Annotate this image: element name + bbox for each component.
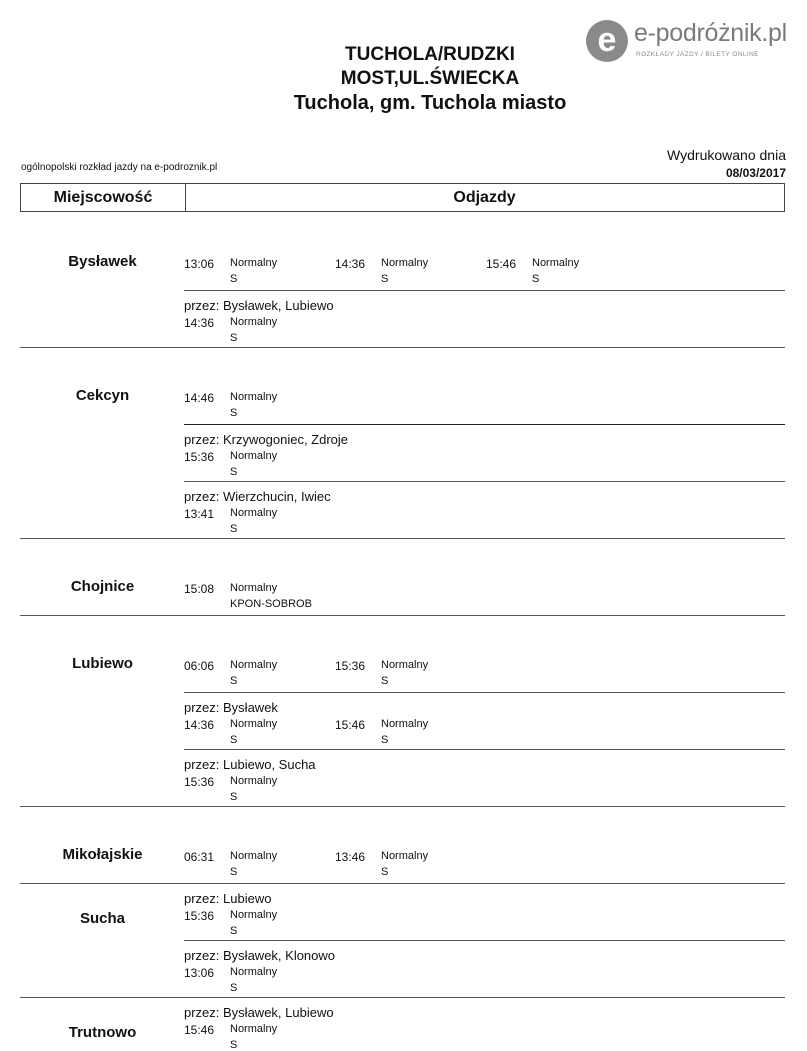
departure-type: Normalny: [381, 659, 429, 671]
city-name: Sucha: [79, 910, 125, 927]
departure-code: S: [230, 675, 238, 687]
logo-mark: e: [597, 21, 617, 59]
departure-code: S: [230, 982, 238, 994]
departure-code: S: [381, 734, 389, 746]
departure-type: Normalny: [230, 718, 278, 730]
departure-time: 13:41: [184, 507, 215, 521]
departure-time: 15:36: [184, 775, 215, 789]
departure-time: 14:36: [184, 718, 215, 732]
departure-time: 13:46: [335, 850, 366, 864]
departure-code: S: [532, 273, 540, 285]
logo-tagline: ROZKŁADY JAZDY / BILETY ONLINE: [636, 51, 759, 58]
stop-location: Tuchola, gm. Tuchola miasto: [293, 92, 567, 114]
departure-time: 13:06: [184, 257, 215, 271]
city-divider: [20, 615, 785, 616]
departure-code: S: [230, 925, 238, 937]
city-name: Mikołajskie: [62, 846, 143, 863]
column-header-departures: Odjazdy: [453, 189, 516, 206]
departure-type: Normalny: [230, 507, 278, 519]
departure-code: KPON-SOBROB: [230, 598, 312, 610]
group-divider: [184, 940, 785, 941]
logo-text: e-podróżnik.pl: [634, 19, 787, 47]
departure-type: Normalny: [381, 718, 429, 730]
stop-name-line1: TUCHOLA/RUDZKI: [345, 44, 515, 65]
via-route: przez: Lubiewo: [184, 891, 272, 906]
via-route: przez: Bysławek, Klonowo: [184, 948, 336, 963]
departure-type: Normalny: [230, 391, 278, 403]
city-name: Chojnice: [70, 578, 135, 595]
departure-type: Normalny: [230, 257, 278, 269]
via-route: przez: Lubiewo, Sucha: [184, 757, 316, 772]
departure-code: S: [230, 866, 238, 878]
city-divider: [20, 997, 785, 998]
column-header-place: Miejscowość: [21, 184, 186, 211]
departure-time: 14:36: [335, 257, 366, 271]
city-name: Trutnowo: [68, 1024, 137, 1041]
departure-time: 14:46: [184, 391, 215, 405]
departure-code: S: [230, 273, 238, 285]
departure-code: S: [230, 1039, 238, 1051]
departure-time: 15:36: [335, 659, 366, 673]
via-route: przez: Bysławek, Lubiewo: [184, 1005, 334, 1020]
departure-type: Normalny: [230, 775, 278, 787]
departure-time: 15:08: [184, 582, 215, 596]
departure-code: S: [230, 791, 238, 803]
departure-type: Normalny: [230, 316, 278, 328]
via-route: przez: Bysławek, Lubiewo: [184, 298, 334, 313]
stop-name-line2: MOST,UL.ŚWIECKA: [340, 68, 520, 89]
departure-time: 13:06: [184, 966, 215, 980]
printed-date: 08/03/2017: [725, 166, 786, 180]
city-divider: [20, 883, 785, 884]
departure-code: S: [230, 407, 238, 419]
departure-type: Normalny: [381, 257, 429, 269]
departure-type: Normalny: [532, 257, 580, 269]
group-divider: [184, 290, 785, 291]
departure-code: S: [230, 332, 238, 344]
departure-type: Normalny: [230, 659, 278, 671]
departure-type: Normalny: [230, 450, 278, 462]
departure-type: Normalny: [230, 1023, 278, 1035]
departure-code: S: [381, 866, 389, 878]
city-name: Lubiewo: [72, 655, 133, 672]
departure-type: Normalny: [381, 850, 429, 862]
departure-time: 15:46: [335, 718, 366, 732]
city-divider: [20, 347, 785, 348]
departure-code: S: [230, 523, 238, 535]
via-route: przez: Bysławek: [184, 700, 278, 715]
city-name: Cekcyn: [75, 387, 130, 404]
city-divider: [20, 806, 785, 807]
departure-type: Normalny: [230, 850, 278, 862]
group-divider: [184, 749, 785, 750]
departure-time: 06:31: [184, 850, 215, 864]
departure-time: 15:36: [184, 909, 215, 923]
departure-type: Normalny: [230, 909, 278, 921]
via-route: przez: Krzywogoniec, Zdroje: [184, 432, 349, 447]
city-divider: [20, 538, 785, 539]
departure-code: S: [381, 675, 389, 687]
departure-code: S: [230, 734, 238, 746]
departure-type: Normalny: [230, 966, 278, 978]
group-divider: [184, 481, 785, 482]
departure-type: Normalny: [230, 582, 278, 594]
departure-time: 15:36: [184, 450, 215, 464]
group-divider: [184, 692, 785, 693]
source-note: ogólnopolski rozkład jazdy na e-podroznik.pl: [21, 162, 218, 173]
departure-time: 14:36: [184, 316, 215, 330]
departure-code: S: [381, 273, 389, 285]
via-route: przez: Wierzchucin, Iwiec: [184, 489, 331, 504]
departure-code: S: [230, 466, 238, 478]
departure-time: 06:06: [184, 659, 215, 673]
departure-time: 15:46: [486, 257, 517, 271]
departure-time: 15:46: [184, 1023, 215, 1037]
printed-label: Wydrukowano dnia: [667, 147, 786, 163]
group-divider: [184, 424, 785, 425]
city-name: Bysławek: [68, 253, 137, 270]
